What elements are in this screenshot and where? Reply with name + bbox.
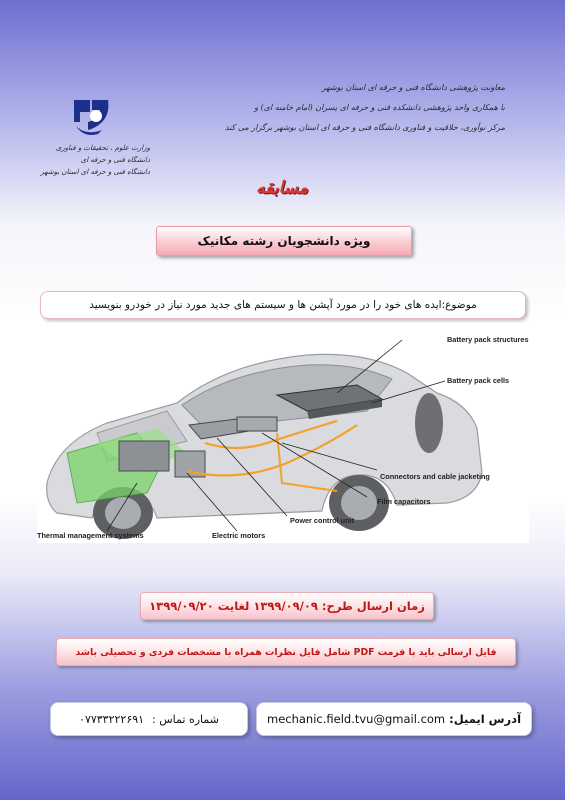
car-illustration	[37, 333, 529, 543]
email-link[interactable]: mechanic.field.tvu@gmail.com	[267, 712, 446, 726]
topic-text: موضوع:ایده های خود را در مورد آپشن ها و سیستم های جدید مورد نیاز در خودرو بنویسید	[89, 299, 477, 311]
competition-title: مسابقه	[256, 178, 308, 198]
callout-thermal: Thermal management systems	[37, 531, 144, 540]
callout-battery-structures: Battery pack structures	[447, 335, 529, 344]
hybrid-car-diagram	[37, 333, 529, 543]
phone-label: شماره تماس :	[152, 712, 219, 726]
file-format-box	[56, 638, 516, 666]
deadline-box	[140, 592, 434, 620]
callout-battery-cells: Battery pack cells	[447, 376, 510, 385]
callout-power-control: Power control unit	[290, 516, 355, 525]
organizer-line: مرکز نوآوری، خلاقیت و فناوری دانشگاه فنی و حرفه ای استان بوشهر برگزار می کند	[224, 123, 505, 132]
ministry-line: دانشگاه فنی و حرفه ای	[80, 156, 150, 164]
field-banner	[156, 226, 412, 256]
file-format-text: فایل ارسالی باید با فرمت PDF شامل فایل نظرات همراه با مشخصات فردی و تحصیلی باشد	[75, 646, 497, 658]
ministry-text	[40, 142, 150, 178]
organizer-line: معاونت پژوهشی دانشگاه فنی و حرفه ای استان بوشهر	[321, 83, 505, 92]
organizer-text	[145, 78, 505, 138]
email-label: آدرس ایمیل:	[449, 712, 522, 726]
field-banner-label: ویژه دانشجویان رشته مکانیک	[197, 234, 371, 248]
phone-number[interactable]: ۰۷۷۳۳۲۲۲۶۹۱	[79, 712, 145, 726]
topic-box	[40, 291, 526, 319]
callout-motors: Electric motors	[212, 531, 266, 540]
university-logo-icon	[68, 92, 114, 138]
email-box	[256, 702, 532, 736]
ministry-line: دانشگاه فنی و حرفه ای استان بوشهر	[40, 168, 150, 176]
callout-film-capacitors: Film capacitors	[377, 497, 431, 506]
phone-box	[50, 702, 248, 736]
organizer-line: با همکاری واحد پژوهشی دانشکده فنی و حرفه ای پسران (امام خامنه ای) و	[254, 103, 505, 112]
deadline-text: زمان ارسال طرح: ۱۳۹۹/۰۹/۰۹ لغایت ۱۳۹۹/۰۹/۲۰	[149, 599, 425, 613]
callout-connectors: Connectors and cable jacketing	[380, 472, 490, 481]
ministry-line: وزارت علوم ، تحقیقات و فناوری	[55, 144, 150, 152]
